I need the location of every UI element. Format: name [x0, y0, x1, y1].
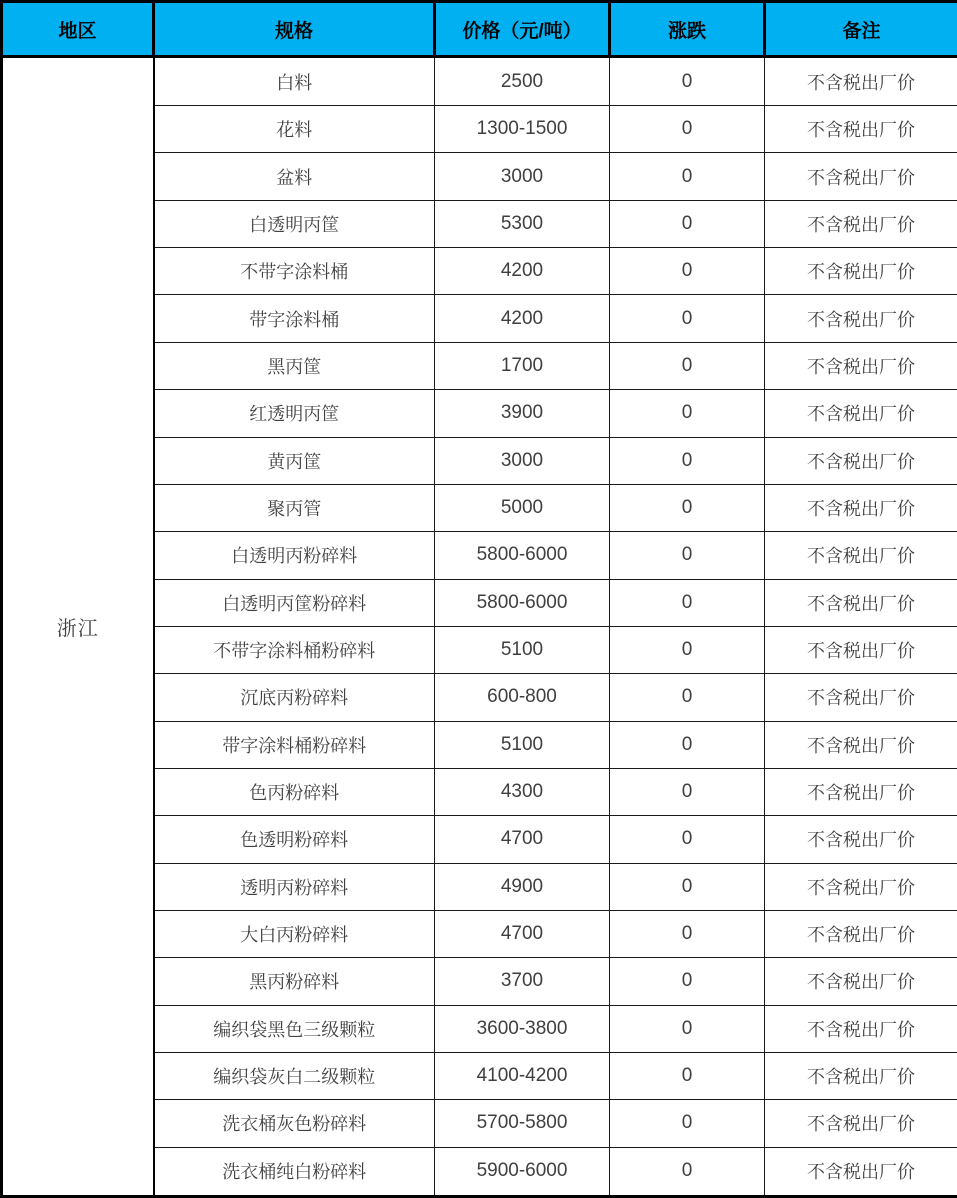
note-cell: 不含税出厂价	[765, 248, 957, 295]
header-row	[2, 2, 957, 57]
price-cell: 1300-1500	[435, 106, 610, 153]
price-cell: 5800-6000	[435, 579, 610, 626]
note-cell: 不含税出厂价	[765, 1005, 957, 1052]
change-cell: 0	[610, 484, 765, 531]
spec-cell: 色丙粉碎料	[154, 768, 435, 815]
note-cell: 不含税出厂价	[765, 579, 957, 626]
change-cell: 0	[610, 295, 765, 342]
header-price: 价格（元/吨）	[435, 2, 610, 57]
spec-cell: 编织袋黑色三级颗粒	[154, 1005, 435, 1052]
spec-cell: 花料	[154, 106, 435, 153]
spec-cell: 白透明丙筐	[154, 200, 435, 247]
change-cell: 0	[610, 57, 765, 106]
price-cell: 1700	[435, 342, 610, 389]
spec-cell: 编织袋灰白二级颗粒	[154, 1052, 435, 1099]
change-cell: 0	[610, 1052, 765, 1099]
price-cell: 3900	[435, 390, 610, 437]
region-cell: 浙江	[2, 57, 154, 1197]
price-cell: 4700	[435, 910, 610, 957]
change-cell: 0	[610, 626, 765, 673]
spec-cell: 白料	[154, 57, 435, 106]
price-cell: 5100	[435, 626, 610, 673]
price-cell: 4300	[435, 768, 610, 815]
spec-cell: 黑丙筐	[154, 342, 435, 389]
price-cell: 5300	[435, 200, 610, 247]
note-cell: 不含税出厂价	[765, 863, 957, 910]
change-cell: 0	[610, 579, 765, 626]
change-cell: 0	[610, 390, 765, 437]
price-cell: 3000	[435, 153, 610, 200]
price-cell: 5900-6000	[435, 1147, 610, 1196]
spec-cell: 不带字涂料桶	[154, 248, 435, 295]
change-cell: 0	[610, 1100, 765, 1147]
price-cell: 3700	[435, 958, 610, 1005]
change-cell: 0	[610, 910, 765, 957]
note-cell: 不含税出厂价	[765, 295, 957, 342]
price-cell: 3600-3800	[435, 1005, 610, 1052]
spec-cell: 白透明丙粉碎料	[154, 532, 435, 579]
spec-cell: 黄丙筐	[154, 437, 435, 484]
note-cell: 不含税出厂价	[765, 153, 957, 200]
price-cell: 600-800	[435, 674, 610, 721]
note-cell: 不含税出厂价	[765, 342, 957, 389]
change-cell: 0	[610, 768, 765, 815]
change-cell: 0	[610, 1147, 765, 1196]
spec-cell: 红透明丙筐	[154, 390, 435, 437]
price-cell: 4200	[435, 295, 610, 342]
note-cell: 不含税出厂价	[765, 1052, 957, 1099]
table-body	[2, 57, 957, 1197]
change-cell: 0	[610, 153, 765, 200]
price-cell: 5700-5800	[435, 1100, 610, 1147]
change-cell: 0	[610, 532, 765, 579]
change-cell: 0	[610, 106, 765, 153]
change-cell: 0	[610, 342, 765, 389]
price-cell: 5800-6000	[435, 532, 610, 579]
header-change: 涨跌	[610, 2, 765, 57]
price-cell: 4900	[435, 863, 610, 910]
spec-cell: 大白丙粉碎料	[154, 910, 435, 957]
price-cell: 5000	[435, 484, 610, 531]
change-cell: 0	[610, 863, 765, 910]
price-cell: 4100-4200	[435, 1052, 610, 1099]
note-cell: 不含税出厂价	[765, 437, 957, 484]
spec-cell: 聚丙管	[154, 484, 435, 531]
note-cell: 不含税出厂价	[765, 674, 957, 721]
note-cell: 不含税出厂价	[765, 390, 957, 437]
note-cell: 不含税出厂价	[765, 721, 957, 768]
table-row	[2, 57, 957, 106]
change-cell: 0	[610, 816, 765, 863]
change-cell: 0	[610, 721, 765, 768]
change-cell: 0	[610, 200, 765, 247]
header-spec: 规格	[154, 2, 435, 57]
price-cell: 3000	[435, 437, 610, 484]
spec-cell: 盆料	[154, 153, 435, 200]
spec-cell: 洗衣桶灰色粉碎料	[154, 1100, 435, 1147]
table-header	[2, 2, 957, 57]
price-cell: 2500	[435, 57, 610, 106]
note-cell: 不含税出厂价	[765, 816, 957, 863]
spec-cell: 沉底丙粉碎料	[154, 674, 435, 721]
note-cell: 不含税出厂价	[765, 200, 957, 247]
price-cell: 4700	[435, 816, 610, 863]
change-cell: 0	[610, 1005, 765, 1052]
note-cell: 不含税出厂价	[765, 532, 957, 579]
note-cell: 不含税出厂价	[765, 106, 957, 153]
change-cell: 0	[610, 248, 765, 295]
price-cell: 5100	[435, 721, 610, 768]
spec-cell: 色透明粉碎料	[154, 816, 435, 863]
note-cell: 不含税出厂价	[765, 57, 957, 106]
spec-cell: 带字涂料桶	[154, 295, 435, 342]
header-region: 地区	[2, 2, 154, 57]
change-cell: 0	[610, 437, 765, 484]
note-cell: 不含税出厂价	[765, 768, 957, 815]
price-cell: 4200	[435, 248, 610, 295]
note-cell: 不含税出厂价	[765, 958, 957, 1005]
change-cell: 0	[610, 958, 765, 1005]
header-note: 备注	[765, 2, 957, 57]
spec-cell: 白透明丙筐粉碎料	[154, 579, 435, 626]
spec-cell: 黑丙粉碎料	[154, 958, 435, 1005]
spec-cell: 带字涂料桶粉碎料	[154, 721, 435, 768]
spec-cell: 透明丙粉碎料	[154, 863, 435, 910]
spec-cell: 不带字涂料桶粉碎料	[154, 626, 435, 673]
note-cell: 不含税出厂价	[765, 910, 957, 957]
change-cell: 0	[610, 674, 765, 721]
note-cell: 不含税出厂价	[765, 1100, 957, 1147]
note-cell: 不含税出厂价	[765, 626, 957, 673]
note-cell: 不含税出厂价	[765, 484, 957, 531]
note-cell: 不含税出厂价	[765, 1147, 957, 1196]
spec-cell: 洗衣桶纯白粉碎料	[154, 1147, 435, 1196]
